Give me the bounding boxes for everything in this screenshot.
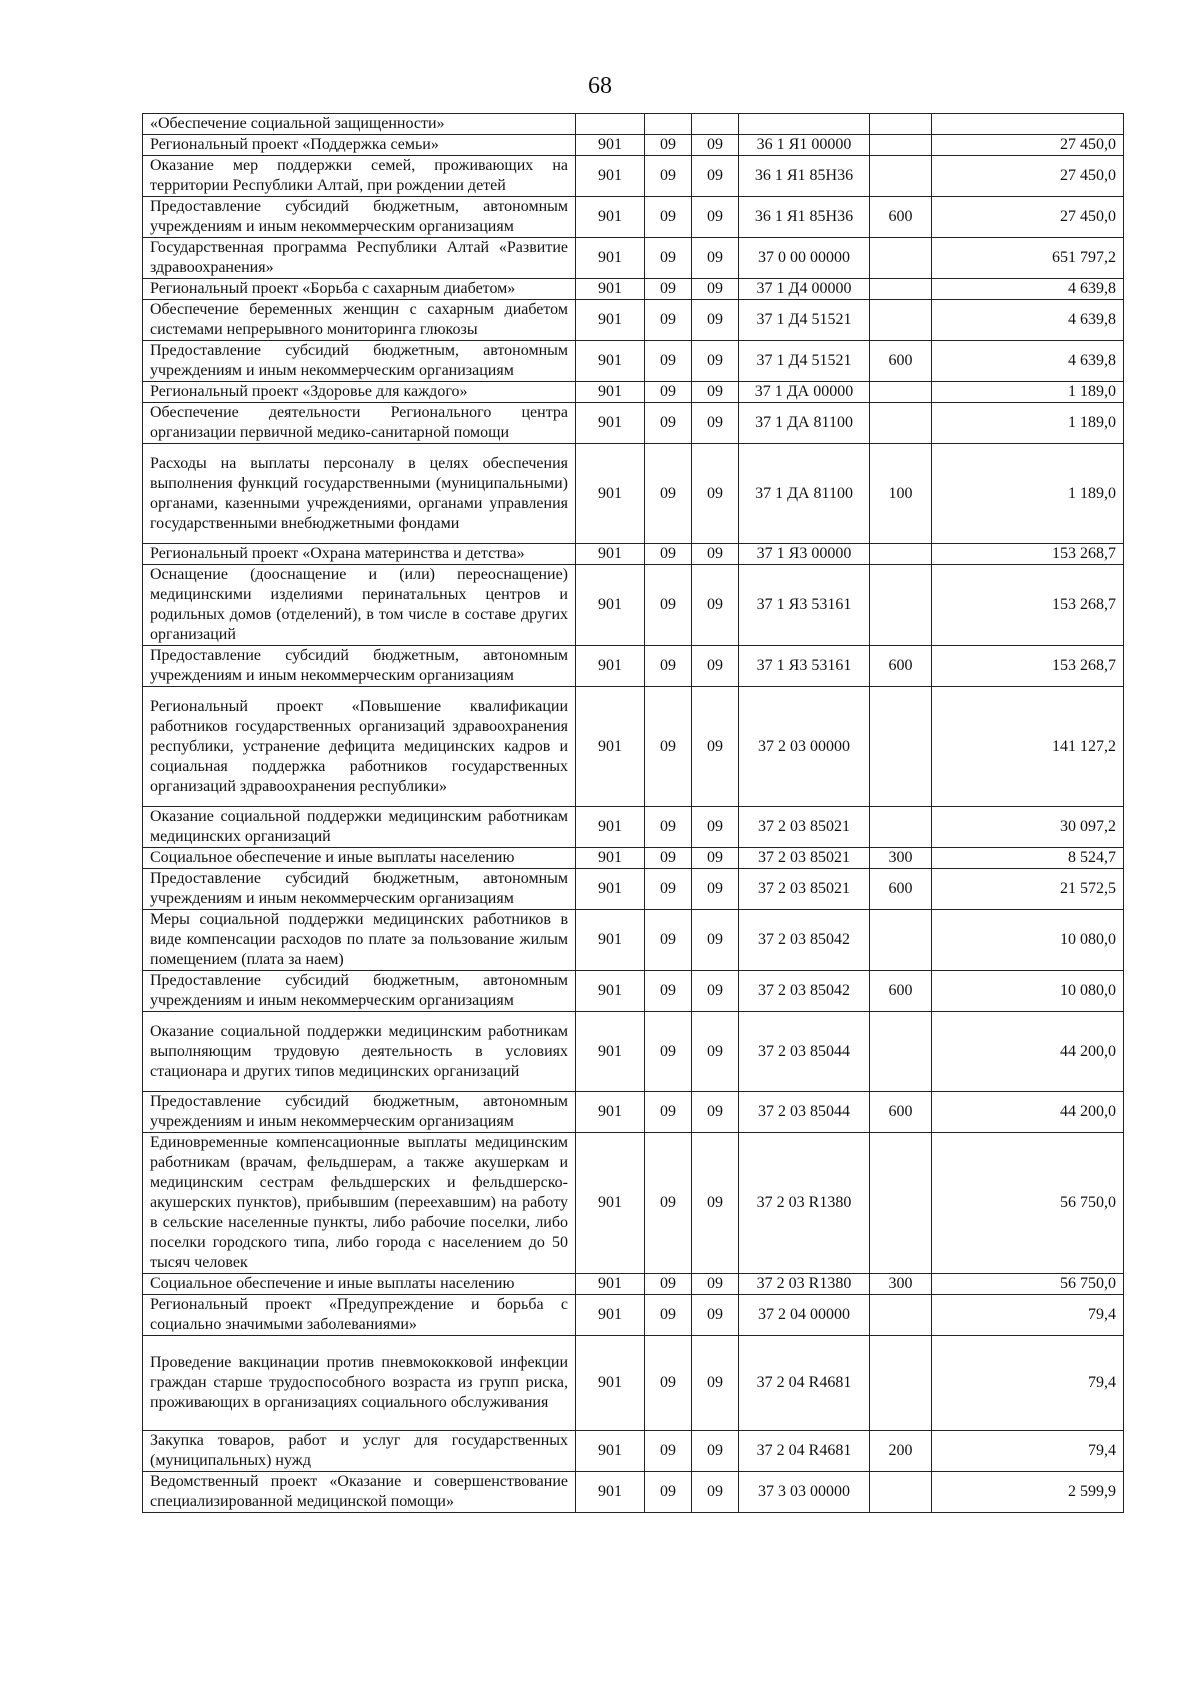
row-glava: 901: [576, 197, 645, 238]
row-name: Социальное обеспечение и иные выплаты населению: [143, 848, 576, 869]
row-name: Предоставление субсидий бюджетным, автономным учреждениям и иным некоммерческим организациям: [143, 971, 576, 1012]
row-podrazdel: 09: [692, 807, 739, 848]
row-name: Обеспечение деятельности Регионального центра организации первичной медико-санитарной помощи: [143, 403, 576, 444]
row-expense-type: [870, 238, 932, 279]
row-amount: 56 750,0: [932, 1133, 1124, 1274]
row-target-article: 37 2 03 85042: [739, 971, 870, 1012]
table-row: [143, 1092, 1124, 1133]
row-expense-type: [870, 1133, 932, 1274]
table-row: [143, 1133, 1124, 1274]
row-podrazdel: 09: [692, 1274, 739, 1295]
row-name: Региональный проект «Здоровье для каждого»: [143, 382, 576, 403]
row-target-article: 37 2 03 85021: [739, 869, 870, 910]
row-expense-type: [870, 807, 932, 848]
table-row: [143, 444, 1124, 544]
row-target-article: 37 2 03 85021: [739, 807, 870, 848]
row-podrazdel: 09: [692, 1431, 739, 1472]
row-name: Региональный проект «Борьба с сахарным диабетом»: [143, 279, 576, 300]
row-razdel: 09: [645, 197, 692, 238]
table-row: [143, 1012, 1124, 1092]
row-name: Социальное обеспечение и иные выплаты населению: [143, 1274, 576, 1295]
row-target-article: 36 1 Я1 00000: [739, 135, 870, 156]
table-row: [143, 300, 1124, 341]
row-podrazdel: 09: [692, 1133, 739, 1274]
row-razdel: 09: [645, 646, 692, 687]
row-amount: 4 639,8: [932, 300, 1124, 341]
row-amount: 27 450,0: [932, 197, 1124, 238]
row-target-article: 37 2 04 R4681: [739, 1336, 870, 1431]
row-expense-type: [870, 1336, 932, 1431]
row-amount: 27 450,0: [932, 135, 1124, 156]
row-name: Предоставление субсидий бюджетным, автономным учреждениям и иным некоммерческим организациям: [143, 646, 576, 687]
row-amount: 27 450,0: [932, 156, 1124, 197]
row-target-article: 37 2 04 00000: [739, 1295, 870, 1336]
row-razdel: 09: [645, 238, 692, 279]
row-amount: 141 127,2: [932, 687, 1124, 807]
row-podrazdel: 09: [692, 1295, 739, 1336]
row-glava: 901: [576, 1133, 645, 1274]
row-glava: 901: [576, 910, 645, 971]
row-glava: 901: [576, 1295, 645, 1336]
row-razdel: 09: [645, 1012, 692, 1092]
row-target-article: 37 1 Д4 51521: [739, 300, 870, 341]
row-target-article: 37 1 ДА 00000: [739, 382, 870, 403]
table-row: [143, 869, 1124, 910]
row-podrazdel: 09: [692, 565, 739, 646]
row-expense-type: [870, 565, 932, 646]
row-expense-type: [870, 910, 932, 971]
table-row: [143, 1274, 1124, 1295]
row-name: Ведомственный проект «Оказание и совершенствование специализированной медицинской помощи»: [143, 1472, 576, 1513]
row-expense-type: [870, 1472, 932, 1513]
table-row: [143, 197, 1124, 238]
row-amount: 4 639,8: [932, 341, 1124, 382]
row-razdel: 09: [645, 1274, 692, 1295]
table-row: [143, 156, 1124, 197]
row-razdel: 09: [645, 807, 692, 848]
row-podrazdel: 09: [692, 971, 739, 1012]
row-razdel: 09: [645, 971, 692, 1012]
row-glava: 901: [576, 279, 645, 300]
row-razdel: 09: [645, 1092, 692, 1133]
row-podrazdel: 09: [692, 910, 739, 971]
row-glava: 901: [576, 687, 645, 807]
row-name: Региональный проект «Охрана материнства и детства»: [143, 544, 576, 565]
table-row: [143, 114, 1124, 135]
row-glava: 901: [576, 300, 645, 341]
table-row: [143, 646, 1124, 687]
row-glava: 901: [576, 444, 645, 544]
row-glava: 901: [576, 971, 645, 1012]
row-expense-type: [870, 687, 932, 807]
row-expense-type: [870, 135, 932, 156]
table-row: [143, 971, 1124, 1012]
row-name: Меры социальной поддержки медицинских работников в виде компенсации расходов по плате за пользование жилым помещением (плата за наем): [143, 910, 576, 971]
row-expense-type: [870, 403, 932, 444]
budget-table-body: [143, 114, 1124, 1513]
row-razdel: 09: [645, 444, 692, 544]
row-podrazdel: 09: [692, 869, 739, 910]
row-expense-type: [870, 300, 932, 341]
row-amount: 10 080,0: [932, 910, 1124, 971]
row-amount: 1 189,0: [932, 403, 1124, 444]
row-glava: 901: [576, 382, 645, 403]
row-name: Обеспечение беременных женщин с сахарным диабетом системами непрерывного мониторинга глюкозы: [143, 300, 576, 341]
row-podrazdel: 09: [692, 687, 739, 807]
table-row: [143, 910, 1124, 971]
row-name: Оснащение (дооснащение и (или) переоснащение) медицинскими изделиями перинатальных центров и родильных домов (отделений), в том числе в составе других организаций: [143, 565, 576, 646]
row-name: Закупка товаров, работ и услуг для государственных (муниципальных) нужд: [143, 1431, 576, 1472]
row-expense-type: [870, 114, 932, 135]
row-expense-type: [870, 156, 932, 197]
row-podrazdel: 09: [692, 403, 739, 444]
row-amount: 44 200,0: [932, 1012, 1124, 1092]
row-expense-type: [870, 279, 932, 300]
row-expense-type: 600: [870, 341, 932, 382]
row-amount: [932, 114, 1124, 135]
row-target-article: 37 2 03 R1380: [739, 1133, 870, 1274]
row-name: Оказание социальной поддержки медицинским работникам выполняющим трудовую деятельность в условиях стационара и других типов медицинских организаций: [143, 1012, 576, 1092]
row-expense-type: 300: [870, 1274, 932, 1295]
row-target-article: 37 2 03 85042: [739, 910, 870, 971]
row-podrazdel: 09: [692, 1012, 739, 1092]
row-amount: 56 750,0: [932, 1274, 1124, 1295]
table-row: [143, 279, 1124, 300]
row-razdel: 09: [645, 869, 692, 910]
row-expense-type: 100: [870, 444, 932, 544]
row-razdel: 09: [645, 300, 692, 341]
row-target-article: 37 2 03 R1380: [739, 1274, 870, 1295]
row-target-article: 37 1 Я3 53161: [739, 565, 870, 646]
row-razdel: 09: [645, 341, 692, 382]
row-razdel: 09: [645, 156, 692, 197]
row-target-article: 37 2 03 85044: [739, 1012, 870, 1092]
row-target-article: 37 1 Я3 00000: [739, 544, 870, 565]
row-amount: 153 268,7: [932, 544, 1124, 565]
row-expense-type: [870, 1295, 932, 1336]
row-razdel: 09: [645, 403, 692, 444]
row-podrazdel: 09: [692, 197, 739, 238]
row-name: Проведение вакцинации против пневмококковой инфекции граждан старше трудоспособного возраста из групп риска, проживающих в организациях социального обслуживания: [143, 1336, 576, 1431]
row-glava: 901: [576, 135, 645, 156]
row-expense-type: 600: [870, 646, 932, 687]
row-name: Государственная программа Республики Алтай «Развитие здравоохранения»: [143, 238, 576, 279]
row-expense-type: 600: [870, 869, 932, 910]
table-row: [143, 135, 1124, 156]
row-razdel: 09: [645, 382, 692, 403]
table-row: [143, 382, 1124, 403]
row-target-article: 37 1 ДА 81100: [739, 403, 870, 444]
row-razdel: 09: [645, 848, 692, 869]
row-amount: 8 524,7: [932, 848, 1124, 869]
row-target-article: 37 2 04 R4681: [739, 1431, 870, 1472]
row-expense-type: [870, 1012, 932, 1092]
row-target-article: 37 2 03 00000: [739, 687, 870, 807]
row-podrazdel: 09: [692, 646, 739, 687]
row-glava: 901: [576, 848, 645, 869]
row-expense-type: 600: [870, 197, 932, 238]
row-target-article: 36 1 Я1 85Н36: [739, 156, 870, 197]
row-expense-type: 600: [870, 1092, 932, 1133]
row-name: Оказание социальной поддержки медицинским работникам медицинских организаций: [143, 807, 576, 848]
row-name: Региональный проект «Поддержка семьи»: [143, 135, 576, 156]
row-amount: 1 189,0: [932, 444, 1124, 544]
row-target-article: [739, 114, 870, 135]
row-podrazdel: 09: [692, 156, 739, 197]
row-glava: 901: [576, 403, 645, 444]
row-razdel: 09: [645, 910, 692, 971]
row-podrazdel: 09: [692, 1336, 739, 1431]
table-row: [143, 1431, 1124, 1472]
row-target-article: 37 1 ДА 81100: [739, 444, 870, 544]
row-amount: 30 097,2: [932, 807, 1124, 848]
row-name: Предоставление субсидий бюджетным, автономным учреждениям и иным некоммерческим организациям: [143, 1092, 576, 1133]
table-row: [143, 565, 1124, 646]
row-amount: 79,4: [932, 1336, 1124, 1431]
row-razdel: 09: [645, 1133, 692, 1274]
row-glava: [576, 114, 645, 135]
row-glava: 901: [576, 1012, 645, 1092]
row-expense-type: 300: [870, 848, 932, 869]
table-row: [143, 1472, 1124, 1513]
row-razdel: 09: [645, 544, 692, 565]
row-razdel: 09: [645, 279, 692, 300]
row-name: Предоставление субсидий бюджетным, автономным учреждениям и иным некоммерческим организациям: [143, 341, 576, 382]
row-target-article: 37 1 Д4 00000: [739, 279, 870, 300]
row-amount: 1 189,0: [932, 382, 1124, 403]
row-amount: 79,4: [932, 1295, 1124, 1336]
row-podrazdel: 09: [692, 444, 739, 544]
row-target-article: 37 2 03 85044: [739, 1092, 870, 1133]
row-expense-type: 600: [870, 971, 932, 1012]
row-podrazdel: 09: [692, 1472, 739, 1513]
row-razdel: 09: [645, 1431, 692, 1472]
row-name: «Обеспечение социальной защищенности»: [143, 114, 576, 135]
row-glava: 901: [576, 565, 645, 646]
row-amount: 153 268,7: [932, 646, 1124, 687]
row-target-article: 36 1 Я1 85Н36: [739, 197, 870, 238]
row-glava: 901: [576, 1472, 645, 1513]
row-podrazdel: [692, 114, 739, 135]
row-podrazdel: 09: [692, 382, 739, 403]
table-row: [143, 848, 1124, 869]
row-glava: 901: [576, 1431, 645, 1472]
row-target-article: 37 1 Я3 53161: [739, 646, 870, 687]
table-row: [143, 687, 1124, 807]
table-row: [143, 1295, 1124, 1336]
row-name: Оказание мер поддержки семей, проживающих на территории Республики Алтай, при рождении детей: [143, 156, 576, 197]
row-amount: 153 268,7: [932, 565, 1124, 646]
row-glava: 901: [576, 646, 645, 687]
row-razdel: 09: [645, 565, 692, 646]
row-amount: 10 080,0: [932, 971, 1124, 1012]
row-glava: 901: [576, 1274, 645, 1295]
row-name: Предоставление субсидий бюджетным, автономным учреждениям и иным некоммерческим организациям: [143, 869, 576, 910]
row-target-article: 37 3 03 00000: [739, 1472, 870, 1513]
table-row: [143, 238, 1124, 279]
row-podrazdel: 09: [692, 300, 739, 341]
row-name: Расходы на выплаты персоналу в целях обеспечения выполнения функций государственными (муниципальными) органами, казенными учреждениями, органами управления государственными внебюджетными фондами: [143, 444, 576, 544]
row-podrazdel: 09: [692, 848, 739, 869]
row-target-article: 37 0 00 00000: [739, 238, 870, 279]
row-amount: 4 639,8: [932, 279, 1124, 300]
page-number: 68: [588, 73, 612, 99]
row-glava: 901: [576, 238, 645, 279]
row-expense-type: [870, 382, 932, 403]
row-podrazdel: 09: [692, 341, 739, 382]
row-podrazdel: 09: [692, 1092, 739, 1133]
row-amount: 79,4: [932, 1431, 1124, 1472]
row-name: Региональный проект «Повышение квалификации работников государственных организаций здравоохранения республики, устранение дефицита медицинских кадров и социальная поддержка работников государственных организаций здравоохранения республики»: [143, 687, 576, 807]
budget-table: [142, 113, 1124, 1513]
row-razdel: 09: [645, 1336, 692, 1431]
row-name: Предоставление субсидий бюджетным, автономным учреждениям и иным некоммерческим организациям: [143, 197, 576, 238]
row-razdel: 09: [645, 135, 692, 156]
row-glava: 901: [576, 1336, 645, 1431]
row-target-article: 37 2 03 85021: [739, 848, 870, 869]
row-podrazdel: 09: [692, 135, 739, 156]
row-expense-type: 200: [870, 1431, 932, 1472]
row-glava: 901: [576, 1092, 645, 1133]
row-glava: 901: [576, 341, 645, 382]
row-podrazdel: 09: [692, 279, 739, 300]
row-glava: 901: [576, 869, 645, 910]
table-row: [143, 807, 1124, 848]
row-amount: 44 200,0: [932, 1092, 1124, 1133]
row-amount: 21 572,5: [932, 869, 1124, 910]
row-name: Региональный проект «Предупреждение и борьба с социально значимыми заболеваниями»: [143, 1295, 576, 1336]
row-name: Единовременные компенсационные выплаты медицинским работникам (врачам, фельдшерам, а также акушеркам и медицинским сестрам фельдшерских и фельдшерско-акушерских пунктов), прибывшим (переехавшим) на работу в сельские населенные пункты, либо рабочие поселки, либо поселки городского типа, либо города с населением до 50 тысяч человек: [143, 1133, 576, 1274]
row-razdel: [645, 114, 692, 135]
row-amount: 2 599,9: [932, 1472, 1124, 1513]
row-podrazdel: 09: [692, 544, 739, 565]
row-amount: 651 797,2: [932, 238, 1124, 279]
row-razdel: 09: [645, 1295, 692, 1336]
row-glava: 901: [576, 807, 645, 848]
table-row: [143, 403, 1124, 444]
table-row: [143, 1336, 1124, 1431]
row-glava: 901: [576, 156, 645, 197]
row-podrazdel: 09: [692, 238, 739, 279]
table-row: [143, 341, 1124, 382]
table-row: [143, 544, 1124, 565]
row-glava: 901: [576, 544, 645, 565]
row-target-article: 37 1 Д4 51521: [739, 341, 870, 382]
row-razdel: 09: [645, 1472, 692, 1513]
row-razdel: 09: [645, 687, 692, 807]
row-expense-type: [870, 544, 932, 565]
